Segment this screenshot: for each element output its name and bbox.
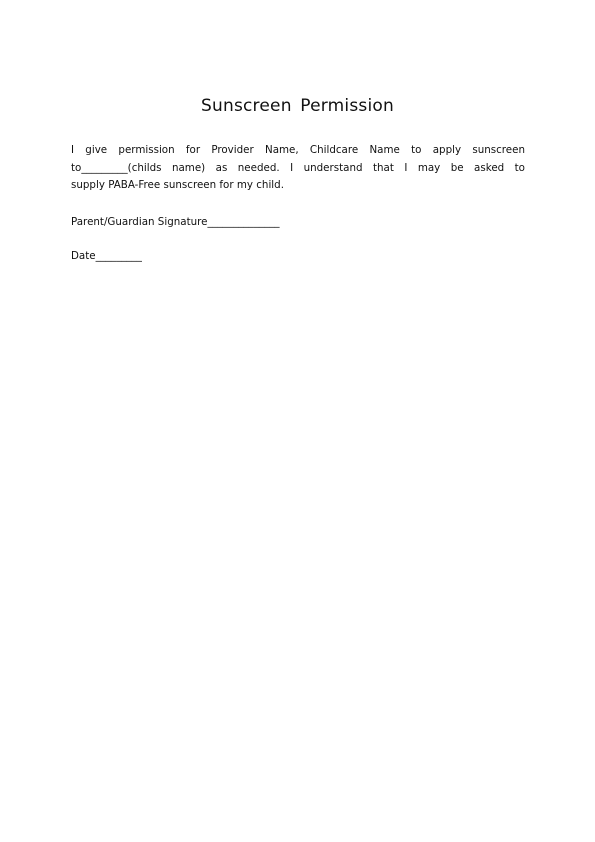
parent-guardian-signature-line: Parent/Guardian Signature______________ — [71, 216, 280, 228]
paragraph-line-3: supply PABA-Free sunscreen for my child. — [71, 179, 284, 191]
permission-paragraph — [71, 142, 525, 195]
paragraph-line-2: to_________(childs name) as needed. I understand that I may be asked to — [71, 161, 525, 174]
paragraph-line-1: I give permission for Provider Name, Childcare Name to apply sunscreen — [71, 144, 525, 156]
document-title: Sunscreen Permission — [201, 96, 394, 116]
date-line: Date_________ — [71, 250, 142, 262]
